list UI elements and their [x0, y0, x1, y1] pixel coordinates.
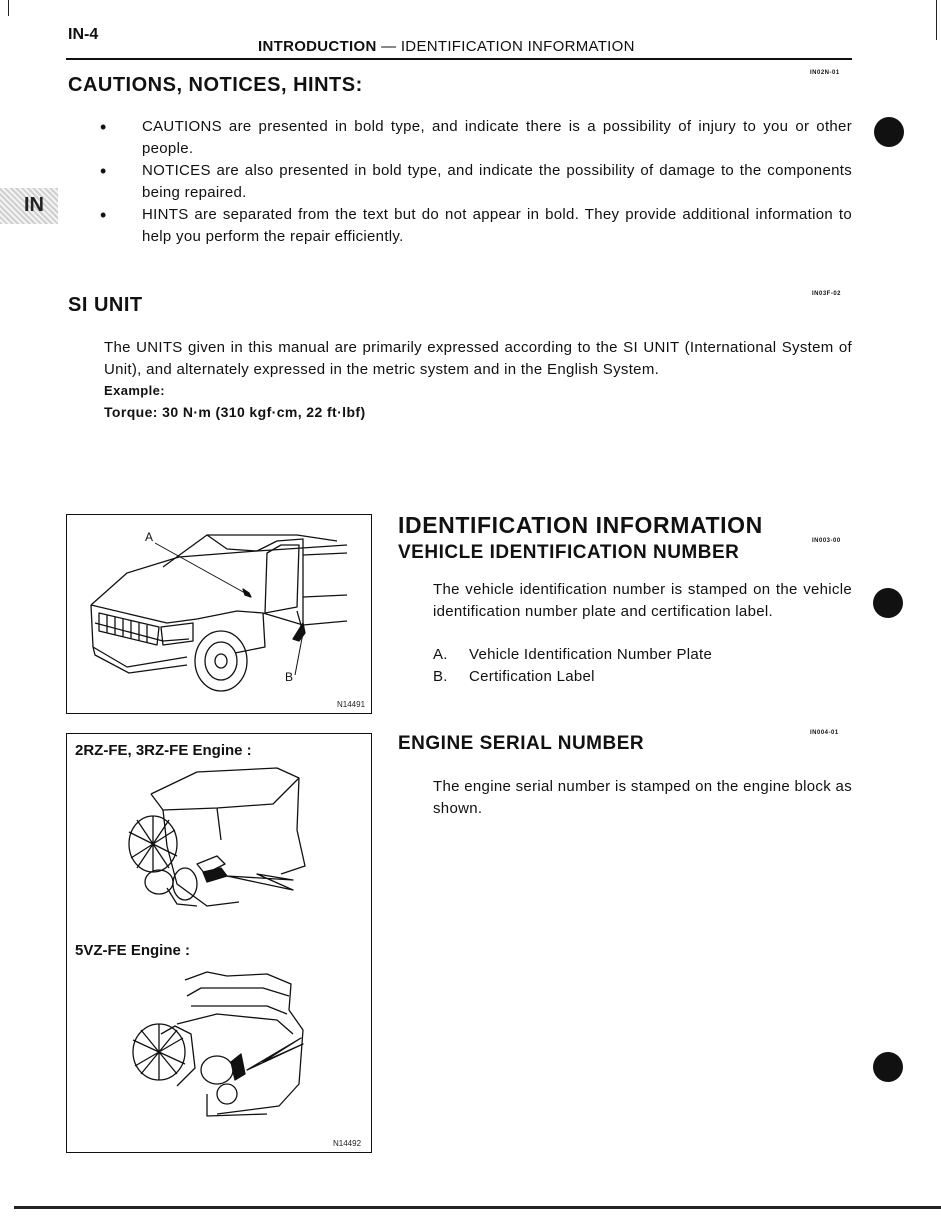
example-label: Example:: [104, 383, 166, 398]
vin-item-letter: B.: [433, 668, 448, 685]
engine-serial-code: IN004-01: [810, 730, 839, 736]
engine-serial-title: ENGINE SERIAL NUMBER: [398, 733, 645, 754]
engine-serial-body: The engine serial number is stamped on the engine block as shown.: [433, 778, 852, 817]
list-item: • CAUTIONS are presented in bold type, and indicate there is a possibility of injury to you or other people.: [100, 116, 852, 160]
cautions-list: [100, 116, 852, 248]
list-item: • HINTS are separated from the text but do not appear in bold. They provide additional information to help you perform the repair efficiently.: [100, 204, 852, 248]
engine-label-5vz: 5VZ-FE Engine :: [75, 942, 191, 959]
list-item: • NOTICES are also presented in bold type, and indicate the possibility of damage to the components being repaired.: [100, 160, 852, 204]
list-item: [433, 666, 852, 688]
identification-code: IN003-00: [812, 538, 841, 544]
scan-edge-mark: [8, 0, 9, 16]
vin-item-letter: A.: [433, 646, 448, 663]
pickup-truck-illustration: [67, 515, 371, 713]
example-value: Torque: 30 N·m (310 kgf·cm, 22 ft·lbf): [104, 404, 366, 420]
page-number: IN-4: [68, 26, 99, 43]
scan-edge-mark: [936, 0, 937, 40]
vin-title: VEHICLE IDENTIFICATION NUMBER: [398, 542, 740, 563]
identification-title: IDENTIFICATION INFORMATION: [398, 512, 763, 538]
header-rule: [66, 58, 852, 60]
si-unit-body: The UNITS given in this manual are primarily expressed according to the SI UNIT (International System of Unit), and alternately expressed in the metric system and in the English System.: [104, 339, 852, 378]
vin-item-text: Vehicle Identification Number Plate: [469, 646, 713, 663]
punch-hole-icon: [873, 588, 903, 618]
punch-hole-icon: [874, 117, 904, 147]
si-unit-title: SI UNIT: [68, 294, 143, 316]
si-unit-code: IN03F-02: [812, 291, 842, 297]
vin-body: The vehicle identification number is stamped on the vehicle identification number plate and certification label.: [433, 581, 852, 620]
callout-b-label: B: [285, 670, 294, 684]
callout-a-label: A: [145, 530, 154, 544]
section-tab: [0, 188, 58, 224]
vehicle-figure: [66, 514, 372, 714]
list-item: [433, 644, 852, 666]
scan-edge-mark: [14, 1206, 941, 1209]
engine-label-2rz: 2RZ-FE, 3RZ-FE Engine :: [75, 742, 252, 759]
running-head: [258, 38, 635, 55]
cautions-title: CAUTIONS, NOTICES, HINTS:: [68, 74, 363, 96]
figure-code: N14491: [337, 700, 366, 709]
running-head-section: INTRODUCTION: [258, 38, 377, 55]
cautions-code: IN02N-01: [810, 70, 840, 76]
section-tab-label: IN: [24, 194, 44, 216]
running-head-dash: —: [381, 38, 397, 55]
figure-code: N14492: [333, 1139, 362, 1148]
running-head-subsection: IDENTIFICATION INFORMATION: [400, 38, 635, 55]
vin-item-text: Certification Label: [469, 668, 595, 685]
engine-illustration: [67, 734, 371, 1152]
vin-items: [433, 644, 852, 688]
engine-figure: [66, 733, 372, 1153]
punch-hole-icon: [873, 1052, 903, 1082]
